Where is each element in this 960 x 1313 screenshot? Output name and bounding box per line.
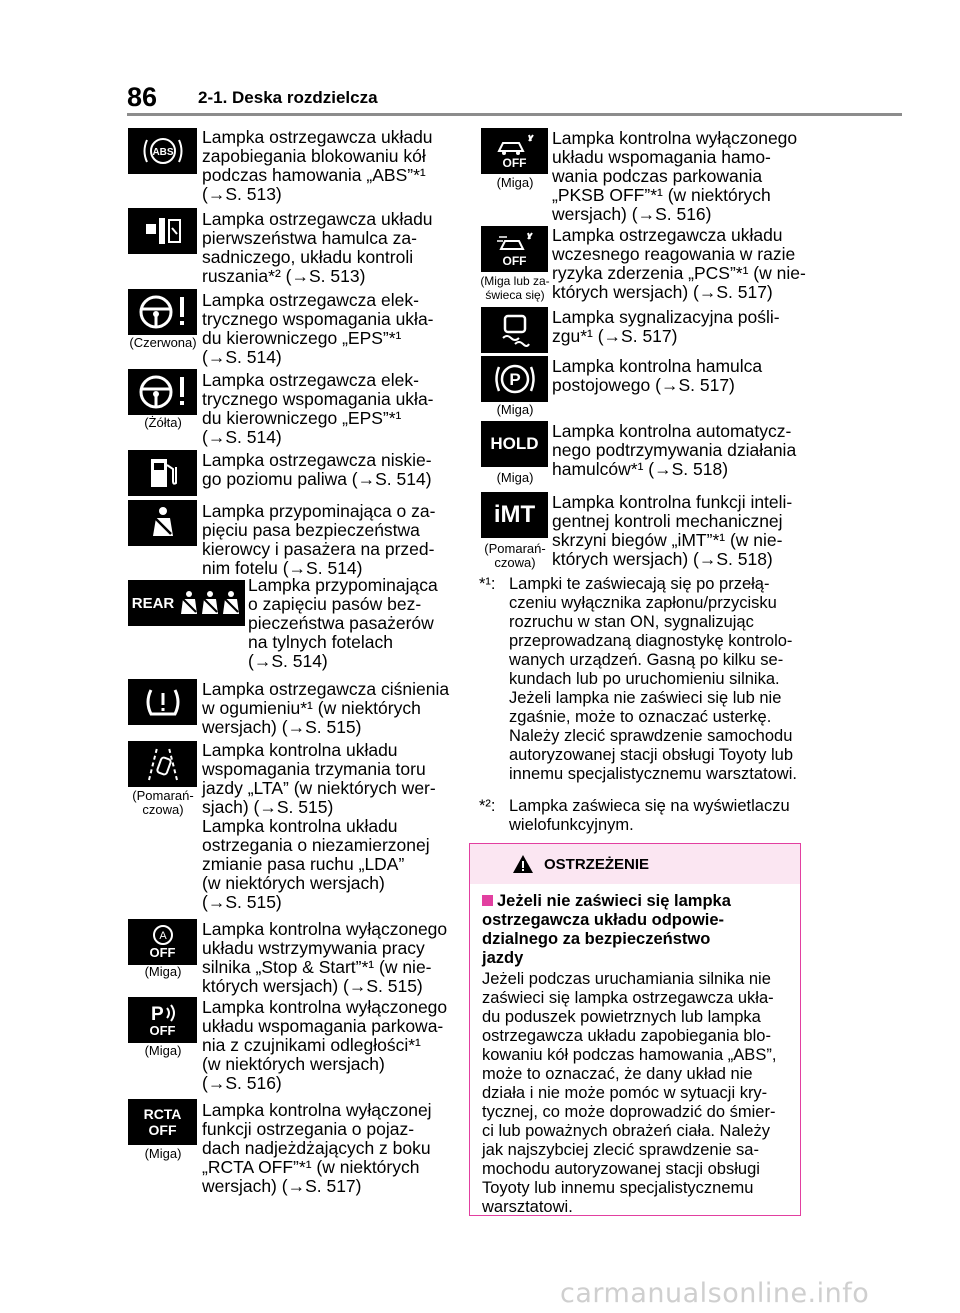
caption-brake-hold: (Miga)	[496, 470, 534, 485]
steering-warning-icon	[128, 369, 197, 415]
footnote-1-text: Lampki te zaświecają się po przełą- czeniu wyłącznika zapłonu/przycisku rozruchu w stan ON, sygnalizując przeprowadzaną diagnostykę kontrolo- wanych urządzeń. Gasną po kilku se- kundach lub po uruchomieniu silnika. Jeżeli lampka nie zaświeci się lub nie zgaśnie, może to oznaczać usterkę. Należy zlecić sprawdzenie samochodu autoryzowanej stacji obsługi Toyoty lub innemu specjalistycznemu warsztatowi.	[509, 575, 797, 783]
caption-stop-start: (Miga)	[144, 964, 182, 979]
parking-brake-icon	[481, 356, 548, 402]
svg-text:ABS: ABS	[151, 147, 174, 158]
footnote-1-label: *¹:	[479, 575, 496, 593]
entry-text-lane-assist: Lampka kontrolna układu wspomagania trzymania toru jazdy „LTA” (w niektórych wer- sjach) (→S. 515) Lampka kontrolna układu ostrzegania o niezamierzonej zmianie pasa ruchu „LDA” (w niektórych wersjach) (→S. 515)	[202, 740, 436, 912]
rear-seatbelt-icon	[128, 580, 245, 626]
entry-text-eps-red: Lampka ostrzegawcza elek- trycznego wspomagania ukła- du kierowniczego „EPS”*¹ (→S. 514)	[202, 290, 434, 367]
brake-override-icon	[128, 208, 197, 254]
warning-box	[469, 843, 801, 1216]
imt-icon	[481, 492, 548, 538]
off-label: OFF	[149, 1023, 176, 1038]
entry-text-seatbelt: Lampka przypominająca o za- pięciu pasa bezpieczeństwa kierowcy i pasażera na przed- nim fotelu (→S. 514)	[202, 501, 436, 578]
hold-label: HOLD	[490, 434, 539, 453]
warning-title: OSTRZEŻENIE	[544, 856, 650, 873]
entry-text-parking-sensor: Lampka kontrolna wyłączonego układu wspomagania parkowa- nia z czujnikami odległości*¹ (w niektórych wersjach) (→S. 516)	[202, 997, 448, 1093]
caption-parking-brake: (Miga)	[496, 402, 534, 417]
off-label: OFF	[502, 155, 527, 170]
off-label: OFF	[149, 945, 176, 960]
rear-label: REAR	[131, 594, 175, 612]
entry-text-stop-start: Lampka kontrolna wyłączonego układu wstrzymywania pracy silnika „Stop & Start”*¹ (w nie- których wersjach) (→S. 515)	[202, 919, 448, 996]
caption-eps-yellow: (Żółta)	[144, 415, 182, 430]
svg-text:A: A	[158, 930, 167, 942]
warning-triangle-icon	[512, 854, 534, 874]
bullet-square-icon	[482, 895, 493, 906]
imt-label: iMT	[493, 501, 536, 528]
pksb-off-icon	[481, 128, 548, 174]
tire-pressure-icon	[128, 679, 197, 725]
caption-imt: (Pomarań- czowa)	[484, 541, 546, 570]
steering-warning-icon	[128, 289, 197, 335]
entry-text-pcs: Lampka ostrzegawcza układu wczesnego reagowania w razie ryzyka zderzenia „PCS”*¹ (w nie- których wersjach) (→S. 517)	[552, 225, 806, 302]
brake-hold-icon	[481, 421, 548, 467]
pcs-warning-icon	[481, 226, 548, 272]
entry-text-parking-brake: Lampka kontrolna hamulca postojowego (→S. 517)	[552, 356, 763, 395]
entry-text-imt: Lampka kontrolna funkcji inteli- gentnej kontroli mechanicznej skrzyni biegów „iMT”*¹ (w nie- których wersjach) (→S. 518)	[552, 492, 793, 569]
warning-header	[470, 844, 800, 884]
lane-assist-icon	[128, 741, 197, 787]
parking-brake-label: P	[508, 370, 521, 389]
entry-text-slip: Lampka sygnalizacyjna pośli- zgu*¹ (→S. 517)	[552, 307, 780, 346]
page-number: 86	[127, 82, 158, 112]
warning-subtitle	[482, 892, 731, 968]
abs-warning-icon	[128, 128, 197, 174]
caption-eps-red: (Czerwona)	[129, 335, 197, 350]
slip-indicator-icon	[481, 307, 548, 353]
parking-sensor-off-icon	[128, 997, 197, 1043]
entry-text-fuel: Lampka ostrzegawcza niskie- go poziomu paliwa (→S. 514)	[202, 450, 432, 489]
footnote-1	[479, 575, 809, 795]
caption-parking-sensor: (Miga)	[144, 1043, 182, 1058]
entry-text-tire-pressure: Lampka ostrzegawcza ciśnienia w ogumieniu*¹ (w niektórych wersjach) (→S. 515)	[202, 679, 450, 737]
footnote-2-label: *²:	[479, 797, 496, 815]
rcta-label: RCTA OFF	[143, 1106, 182, 1138]
caption-lane-assist: (Pomarań- czowa)	[132, 788, 194, 817]
svg-text:P: P	[150, 1004, 164, 1024]
warning-subtitle-text: Jeżeli nie zaświeci się lampka ostrzegawcza układu odpowie- dzialnego za bezpieczeństwo jazdy	[482, 892, 731, 967]
caption-pcs: (Miga lub za- świeca się)	[480, 274, 550, 302]
entry-text-pksb: Lampka kontrolna wyłączonego układu wspomagania hamo- wania podczas parkowania „PKSB OFF”*¹ (w niektórych wersjach) (→S. 516)	[552, 128, 798, 224]
rcta-off-icon	[128, 1099, 197, 1145]
fuel-pump-icon	[128, 450, 197, 496]
entry-text-rear-seatbelt: Lampka przypominająca o zapięciu pasów bez- pieczeństwa pasażerów na tylnych fotelach (→S. 514)	[248, 575, 438, 671]
warning-body: Jeżeli podczas uruchamiania silnika nie zaświeci się lampka ostrzegawcza ukła- du poduszek powietrznych lub lampka ostrzegawcza układu zapobiegania blo- kowaniu kół podczas hamowania „ABS”, może to oznaczać, że dany układ nie działa i nie może pomóc w sytuacji kry- tycznej, co może doprowadzić do śmier- ci lub poważnych obrażeń ciała. Należy jak najszybciej zlecić sprawdzenie sa- mochodu autoryzowanej stacji obsługi Toyoty lub innemu specjalistycznemu warsztatowi.	[482, 970, 777, 1216]
entry-text-rcta: Lampka kontrolna wyłączonej funkcji ostrzegania o pojaz- dach nadjeżdżających z boku „RCTA OFF”*¹ (w niektórych wersjach) (→S. 517)	[202, 1100, 432, 1196]
caption-pksb: (Miga)	[496, 175, 534, 190]
entry-text-brake-override: Lampka ostrzegawcza układu pierwszeństwa hamulca za- sadniczego, układu kontroli ruszania*² (→S. 513)	[202, 209, 433, 286]
footnote-2	[479, 797, 809, 837]
section-title: 2-1. Deska rozdzielcza	[198, 88, 378, 107]
entry-text-eps-yellow: Lampka ostrzegawcza elek- trycznego wspomagania ukła- du kierowniczego „EPS”*¹ (→S. 514)	[202, 370, 434, 447]
stop-start-off-icon	[128, 919, 197, 965]
watermark: carmanualsonline.info	[560, 1278, 870, 1309]
entry-text-abs: Lampka ostrzegawcza układu zapobiegania blokowaniu kół podczas hamowania „ABS”*¹ (→S. 513)	[202, 127, 433, 204]
footnote-2-text: Lampka zaświeca się na wyświetlaczu wielofunkcyjnym.	[509, 797, 790, 834]
seatbelt-icon	[128, 500, 197, 546]
header-rule	[127, 113, 902, 116]
caption-rcta: (Miga)	[144, 1146, 182, 1161]
off-label: OFF	[502, 253, 527, 268]
entry-text-brake-hold: Lampka kontrolna automatycz- nego podtrzymywania działania hamulców*¹ (→S. 518)	[552, 421, 797, 479]
